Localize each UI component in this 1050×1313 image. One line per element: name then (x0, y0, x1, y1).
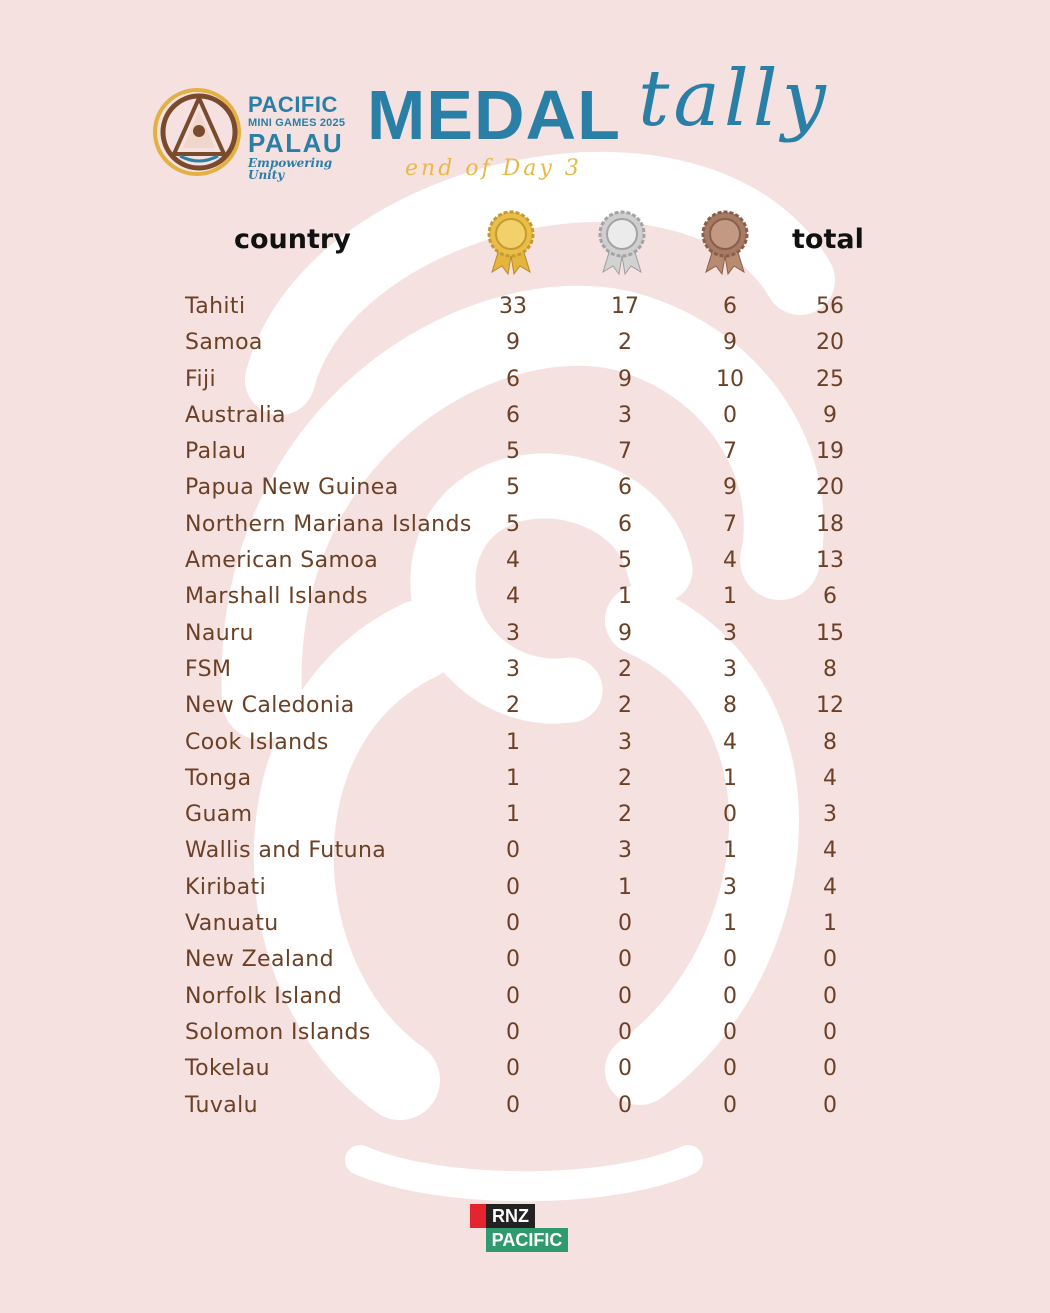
gold-count: 6 (506, 366, 520, 392)
gold-count: 5 (506, 439, 520, 465)
rnz-wordmark: RNZ (486, 1204, 535, 1228)
total-count: 0 (823, 1092, 837, 1118)
total-count: 4 (823, 838, 837, 864)
table-row (0, 325, 1050, 361)
table-row (0, 579, 1050, 615)
bronze-count: 7 (723, 511, 737, 537)
total-count: 9 (823, 402, 837, 428)
silver-count: 17 (611, 294, 639, 319)
table-row (0, 833, 1050, 869)
silver-count: 1 (618, 874, 632, 900)
bronze-count: 0 (723, 802, 737, 828)
silver-count: 2 (618, 693, 632, 719)
bronze-count: 1 (723, 911, 737, 937)
bronze-count: 1 (723, 765, 737, 791)
gold-count: 1 (506, 802, 520, 828)
table-row (0, 906, 1050, 942)
country-name: Tokelau (185, 1056, 270, 1082)
gold-count: 0 (506, 838, 520, 864)
country-name: Tonga (185, 765, 252, 791)
silver-count: 6 (618, 475, 632, 501)
table-row (0, 870, 1050, 906)
country-name: Nauru (185, 620, 254, 646)
bronze-count: 0 (723, 1092, 737, 1118)
country-name: Tahiti (185, 294, 246, 319)
gold-count: 33 (499, 294, 527, 319)
silver-count: 1 (618, 584, 632, 610)
pacific-mini-games-logo (152, 86, 347, 181)
total-count: 0 (823, 1056, 837, 1082)
gold-medal-icon (484, 210, 538, 276)
table-row (0, 1088, 1050, 1124)
table-row (0, 725, 1050, 761)
table-row (0, 289, 1050, 325)
gold-count: 1 (506, 765, 520, 791)
bronze-count: 3 (723, 874, 737, 900)
country-name: Wallis and Futuna (185, 838, 387, 864)
bronze-count: 0 (723, 402, 737, 428)
table-row (0, 398, 1050, 434)
logo-line-palau: PALAU (248, 128, 344, 158)
total-count: 20 (816, 475, 844, 501)
country-name: Tuvalu (185, 1092, 258, 1118)
country-name: Kiribati (185, 874, 267, 900)
title-medal: MEDAL (367, 76, 621, 154)
games-emblem-icon (152, 86, 242, 178)
table-row (0, 362, 1050, 398)
table-row (0, 507, 1050, 543)
table-row (0, 1051, 1050, 1087)
bronze-count: 0 (723, 947, 737, 973)
bronze-medal-icon (698, 210, 752, 276)
rnz-pacific-logo (470, 1204, 568, 1252)
gold-count: 0 (506, 874, 520, 900)
gold-count: 0 (506, 983, 520, 1009)
total-count: 20 (816, 330, 844, 356)
country-name: Samoa (185, 330, 263, 356)
table-row (0, 1015, 1050, 1051)
total-count: 0 (823, 947, 837, 973)
bronze-count: 4 (723, 548, 737, 574)
country-name: Australia (185, 402, 286, 428)
gold-count: 0 (506, 1019, 520, 1045)
country-name: Papua New Guinea (185, 475, 399, 501)
bronze-count: 0 (723, 1019, 737, 1045)
medal-table (0, 289, 1050, 1124)
silver-count: 0 (618, 911, 632, 937)
silver-medal-icon (595, 210, 649, 276)
silver-count: 5 (618, 548, 632, 574)
table-row (0, 688, 1050, 724)
silver-count: 9 (618, 620, 632, 646)
silver-count: 2 (618, 330, 632, 356)
country-name: Vanuatu (185, 911, 279, 937)
table-row (0, 979, 1050, 1015)
gold-count: 3 (506, 656, 520, 682)
total-count: 8 (823, 729, 837, 755)
silver-count: 0 (618, 1019, 632, 1045)
country-name: New Caledonia (185, 693, 355, 719)
country-name: Solomon Islands (185, 1019, 371, 1045)
table-row (0, 797, 1050, 833)
gold-count: 0 (506, 1056, 520, 1082)
total-column-header: total (792, 224, 864, 255)
silver-count: 0 (618, 947, 632, 973)
gold-count: 0 (506, 947, 520, 973)
logo-line-mini-games: MINI GAMES 2025 (248, 117, 346, 129)
total-count: 0 (823, 1019, 837, 1045)
gold-count: 4 (506, 548, 520, 574)
gold-count: 0 (506, 911, 520, 937)
bronze-count: 1 (723, 584, 737, 610)
bronze-count: 1 (723, 838, 737, 864)
total-count: 18 (816, 511, 844, 537)
bronze-count: 8 (723, 693, 737, 719)
silver-count: 6 (618, 511, 632, 537)
country-name: American Samoa (185, 548, 379, 574)
table-row (0, 652, 1050, 688)
bronze-count: 10 (716, 366, 744, 392)
bronze-count: 3 (723, 656, 737, 682)
total-count: 3 (823, 802, 837, 828)
country-name: Cook Islands (185, 729, 329, 755)
total-count: 0 (823, 983, 837, 1009)
silver-count: 7 (618, 439, 632, 465)
country-name: Guam (185, 802, 253, 828)
table-row (0, 543, 1050, 579)
country-name: Marshall Islands (185, 584, 368, 610)
title-tally: tally (638, 54, 830, 144)
bronze-count: 9 (723, 475, 737, 501)
gold-count: 1 (506, 729, 520, 755)
total-count: 25 (816, 366, 844, 392)
country-column-header: country (234, 224, 351, 255)
silver-count: 2 (618, 765, 632, 791)
bronze-count: 7 (723, 439, 737, 465)
silver-count: 3 (618, 402, 632, 428)
table-row (0, 434, 1050, 470)
gold-count: 5 (506, 475, 520, 501)
subtitle: end of Day 3 (405, 156, 582, 181)
bronze-count: 0 (723, 1056, 737, 1082)
total-count: 1 (823, 911, 837, 937)
total-count: 6 (823, 584, 837, 610)
country-name: New Zealand (185, 947, 334, 973)
gold-count: 6 (506, 402, 520, 428)
total-count: 12 (816, 693, 844, 719)
gold-count: 9 (506, 330, 520, 356)
silver-count: 2 (618, 656, 632, 682)
table-row (0, 470, 1050, 506)
country-name: Northern Mariana Islands (185, 511, 472, 537)
table-row (0, 616, 1050, 652)
total-count: 19 (816, 439, 844, 465)
bronze-count: 6 (723, 294, 737, 319)
rnz-pacific-wordmark: PACIFIC (486, 1228, 568, 1252)
table-row (0, 761, 1050, 797)
bronze-count: 9 (723, 330, 737, 356)
total-count: 4 (823, 874, 837, 900)
silver-count: 0 (618, 1092, 632, 1118)
total-count: 4 (823, 765, 837, 791)
country-name: Fiji (185, 366, 216, 392)
total-count: 15 (816, 620, 844, 646)
silver-count: 0 (618, 983, 632, 1009)
country-name: Palau (185, 439, 247, 465)
silver-count: 2 (618, 802, 632, 828)
total-count: 56 (816, 294, 844, 319)
silver-count: 3 (618, 838, 632, 864)
total-count: 8 (823, 656, 837, 682)
gold-count: 0 (506, 1092, 520, 1118)
country-name: FSM (185, 656, 232, 682)
gold-count: 5 (506, 511, 520, 537)
table-row (0, 942, 1050, 978)
gold-count: 3 (506, 620, 520, 646)
rnz-mark-icon (470, 1204, 486, 1228)
silver-count: 9 (618, 366, 632, 392)
gold-count: 4 (506, 584, 520, 610)
silver-count: 3 (618, 729, 632, 755)
total-count: 13 (816, 548, 844, 574)
country-name: Norfolk Island (185, 983, 343, 1009)
bronze-count: 0 (723, 983, 737, 1009)
logo-line-pacific: PACIFIC (248, 92, 338, 117)
bronze-count: 4 (723, 729, 737, 755)
gold-count: 2 (506, 693, 520, 719)
logo-tagline: Empowering Unity (248, 156, 333, 182)
silver-count: 0 (618, 1056, 632, 1082)
bronze-count: 3 (723, 620, 737, 646)
